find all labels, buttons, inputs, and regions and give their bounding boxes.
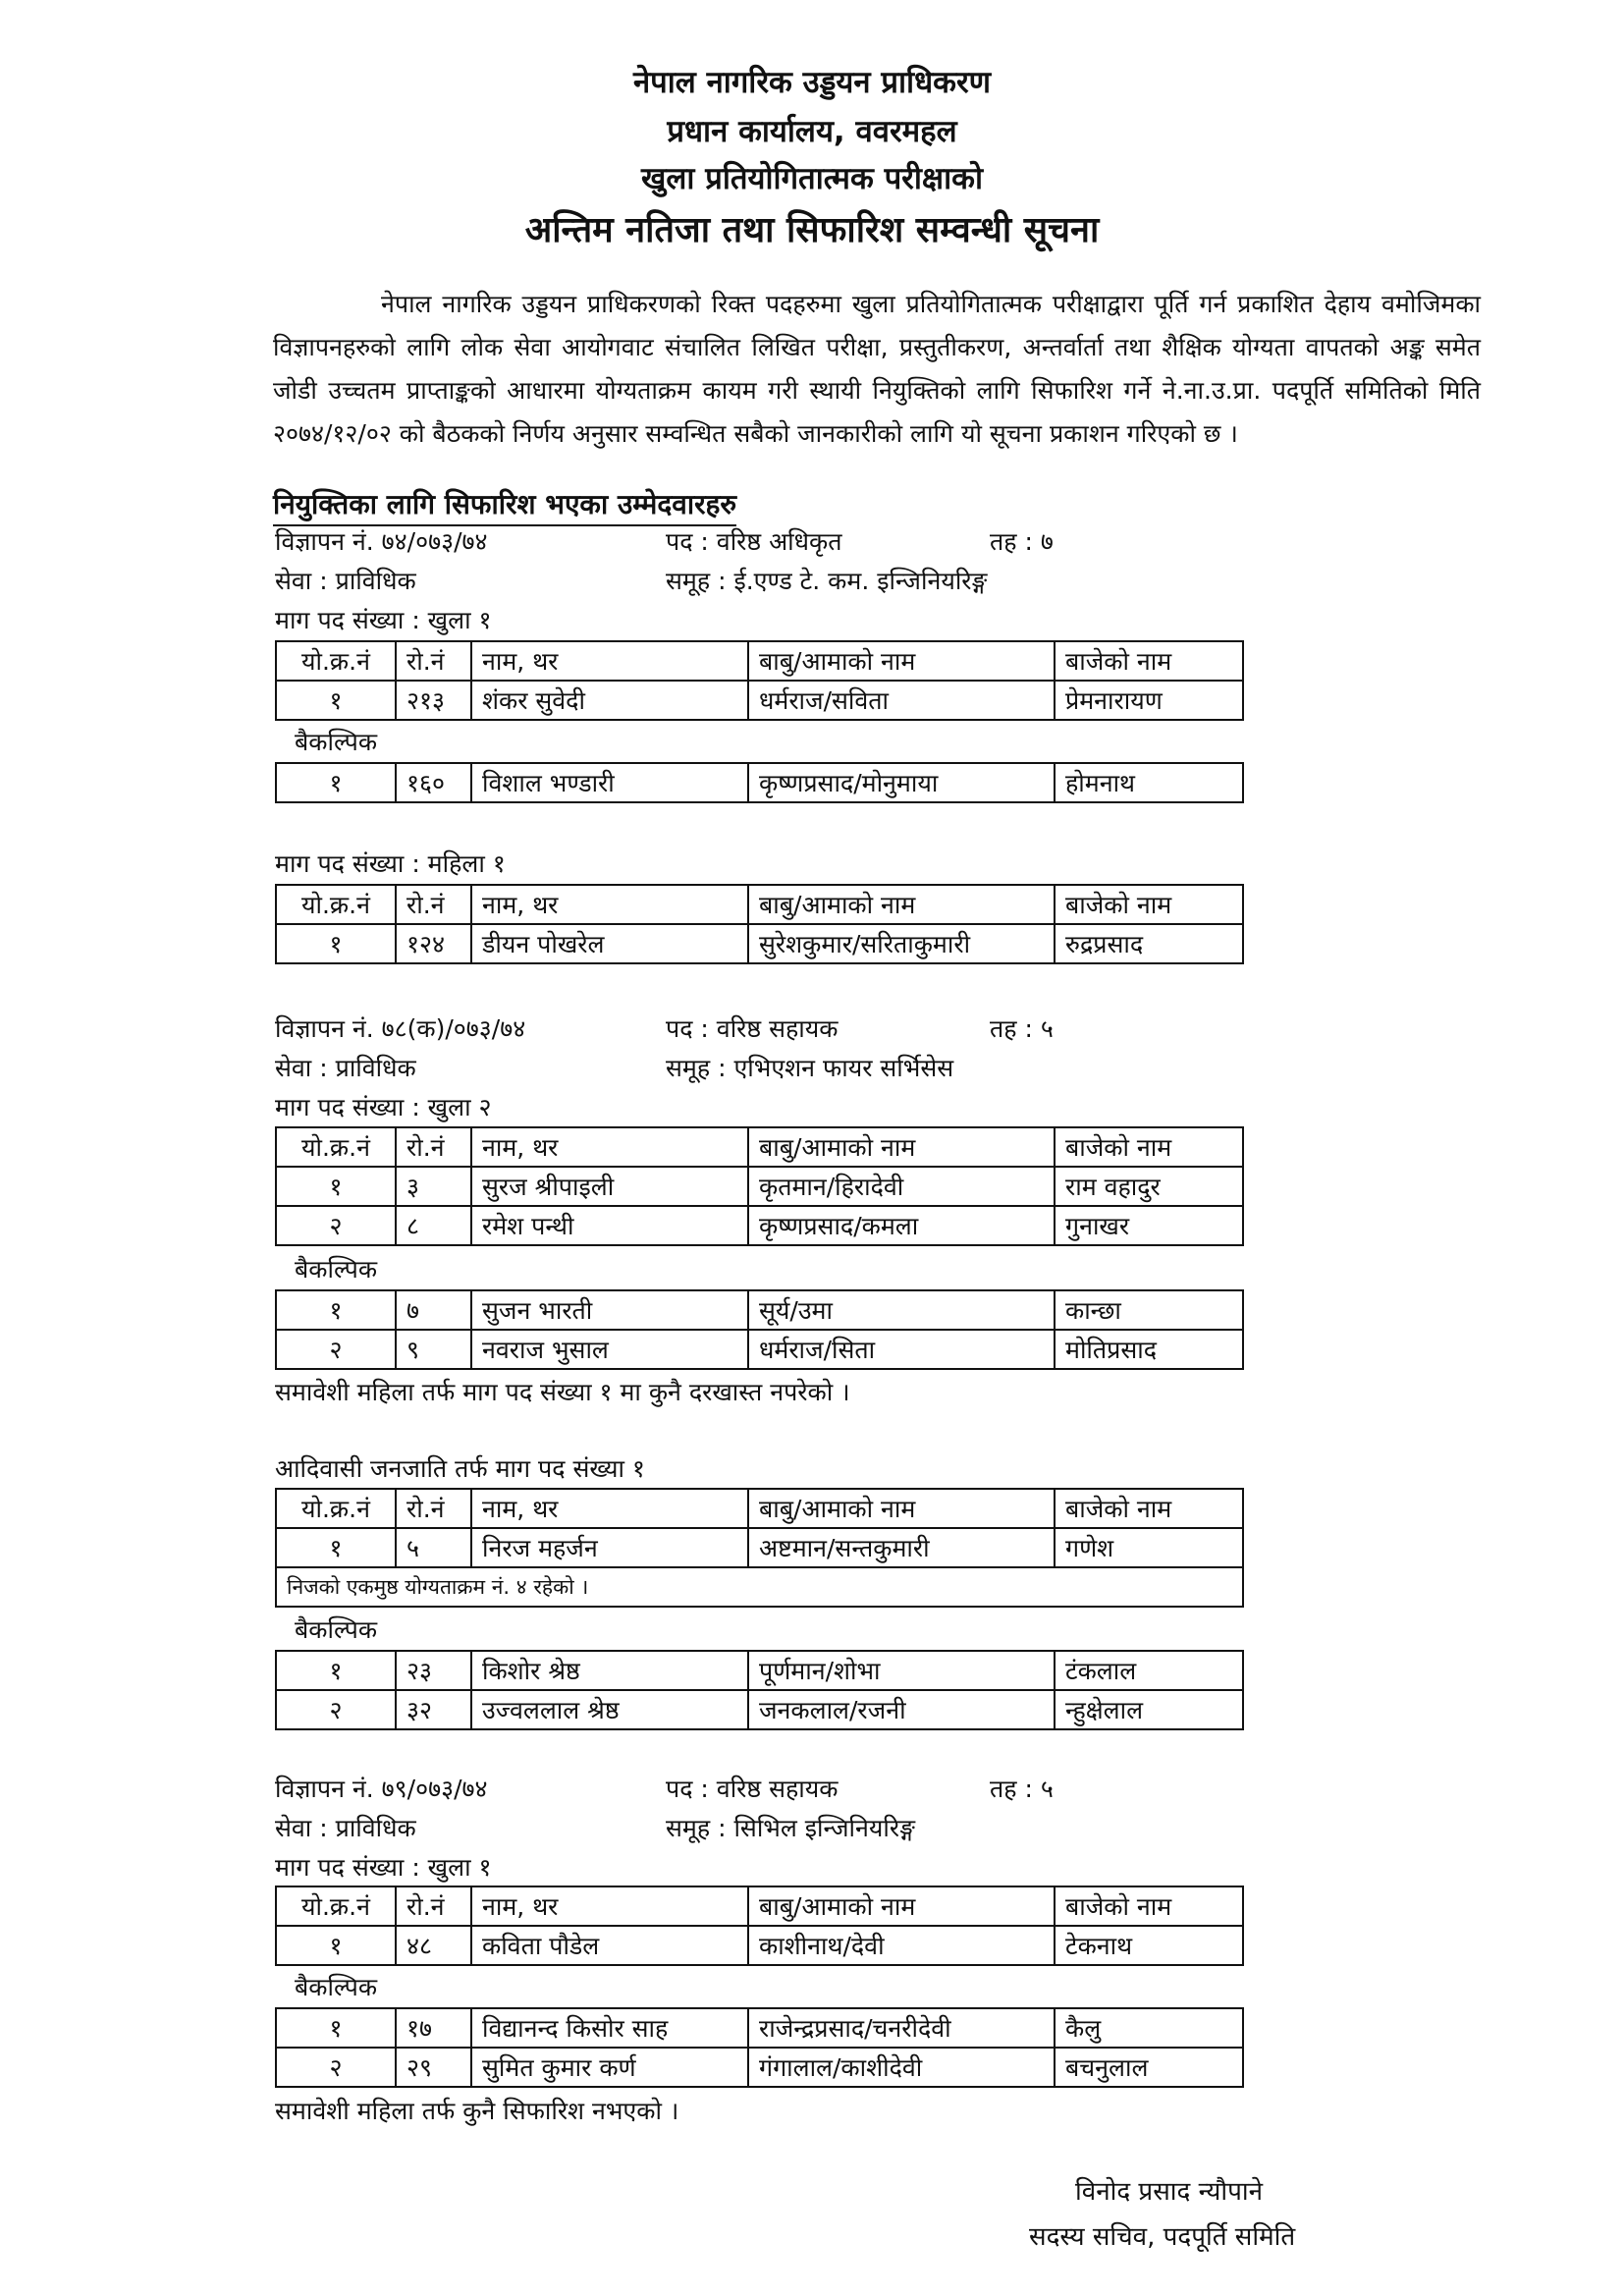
table-cell: राजेन्द्रप्रसाद/चनरीदेवी xyxy=(748,2008,1055,2048)
table-row xyxy=(276,1167,1243,1206)
ad3-samuh: समूह : सिभिल इन्जिनियरिङ्ग xyxy=(666,1814,915,1842)
table-row xyxy=(276,681,1243,720)
table-cell: १ xyxy=(276,1926,396,1965)
table-cell: २ xyxy=(276,1206,396,1245)
table-cell: ३२ xyxy=(396,1690,471,1729)
ad3-alternate-label: बैकल्पिक xyxy=(295,1973,378,2001)
table-cell: सुमित कुमार कर्ण xyxy=(471,2048,748,2087)
table-cell: २९ xyxy=(396,2048,471,2087)
table-cell: न्हुक्षेलाल xyxy=(1055,1690,1243,1729)
ad2-pad: पद : वरिष्ठ सहायक xyxy=(666,1014,839,1043)
table-cell: गंगालाल/काशीदेवी xyxy=(748,2048,1055,2087)
header-cell: बाजेको नाम xyxy=(1055,1127,1243,1167)
ad3-open-table xyxy=(275,1886,1244,1966)
header-cell: बाबु/आमाको नाम xyxy=(748,885,1055,924)
header-cell: यो.क्र.नं xyxy=(276,641,396,681)
header-cell: रो.नं xyxy=(396,1886,471,1926)
table-cell: सुरज श्रीपाइली xyxy=(471,1167,748,1206)
ad2-vigyapan: विज्ञापन नं. ७८(क)/०७३/७४ xyxy=(275,1014,526,1043)
table-cell: नवराज भुसाल xyxy=(471,1330,748,1369)
table-cell: २ xyxy=(276,1330,396,1369)
table-header-row xyxy=(276,1489,1243,1528)
table-cell: गणेश xyxy=(1055,1528,1243,1567)
table-cell: १६० xyxy=(396,763,471,802)
header-cell: रो.नं xyxy=(396,1489,471,1528)
table-cell: २१३ xyxy=(396,681,471,720)
ad3-vigyapan: विज्ञापन नं. ७९/०७३/७४ xyxy=(275,1775,488,1803)
table-cell: कृष्णप्रसाद/मोनुमाया xyxy=(748,763,1055,802)
table-cell: उज्वललाल श्रेष्ठ xyxy=(471,1690,748,1729)
header-cell: बाजेको नाम xyxy=(1055,885,1243,924)
table-cell: २३ xyxy=(396,1651,471,1690)
ad2-tah: तह : ५ xyxy=(990,1014,1054,1043)
table-cell: प्रेमनारायण xyxy=(1055,681,1243,720)
table-cell: होमनाथ xyxy=(1055,763,1243,802)
header-cell: नाम, थर xyxy=(471,641,748,681)
header-cell: रो.नं xyxy=(396,1127,471,1167)
table-cell: १ xyxy=(276,1290,396,1330)
table-cell: १२४ xyxy=(396,924,471,963)
header-cell: रो.नं xyxy=(396,641,471,681)
table-cell: राम वहादुर xyxy=(1055,1167,1243,1206)
ad1-open-count: माग पद संख्या : खुला १ xyxy=(275,606,492,634)
table-cell: पूर्णमान/शोभा xyxy=(748,1651,1055,1690)
table-cell: शंकर सुवेदी xyxy=(471,681,748,720)
ad1-samuh: समूह : ई.एण्ड टे. कम. इन्जिनियरिङ्ग xyxy=(666,567,988,595)
ad3-sewa: सेवा : प्राविधिक xyxy=(275,1814,416,1842)
table-cell: १ xyxy=(276,1528,396,1567)
table-header-row xyxy=(276,641,1243,681)
table-cell: २ xyxy=(276,1690,396,1729)
header-cell: बाबु/आमाको नाम xyxy=(748,641,1055,681)
header-cell: बाजेको नाम xyxy=(1055,641,1243,681)
table-cell: ४८ xyxy=(396,1926,471,1965)
header-cell: यो.क्र.नं xyxy=(276,885,396,924)
rank-note: निजको एकमुष्ठ योग्यताक्रम नं. ४ रहेको । xyxy=(276,1567,1243,1607)
ad1-women-table xyxy=(275,884,1244,964)
table-cell: १ xyxy=(276,924,396,963)
table-cell: कैलु xyxy=(1055,2008,1243,2048)
table-note-row xyxy=(276,1567,1243,1607)
table-cell: ५ xyxy=(396,1528,471,1567)
table-cell: कान्छा xyxy=(1055,1290,1243,1330)
table-row xyxy=(276,1651,1243,1690)
ad1-sewa: सेवा : प्राविधिक xyxy=(275,567,416,595)
table-cell: बचनुलाल xyxy=(1055,2048,1243,2087)
table-cell: १७ xyxy=(396,2008,471,2048)
table-cell: धर्मराज/सविता xyxy=(748,681,1055,720)
signatory-name: विनोद प्रसाद न्यौपाने xyxy=(1075,2177,1264,2207)
table-cell: सुजन भारती xyxy=(471,1290,748,1330)
office-name: प्रधान कार्यालय, ववरमहल xyxy=(667,114,957,149)
table-header-row xyxy=(276,1127,1243,1167)
table-header-row xyxy=(276,885,1243,924)
org-name: नेपाल नागरिक उड्डयन प्राधिकरण xyxy=(632,65,992,100)
table-cell: १ xyxy=(276,763,396,802)
header-cell: रो.नं xyxy=(396,885,471,924)
header-cell: नाम, थर xyxy=(471,1886,748,1926)
ad2-janajati-alt-table xyxy=(275,1650,1244,1730)
table-cell: कृष्णप्रसाद/कमला xyxy=(748,1206,1055,1245)
ad3-open-count: माग पद संख्या : खुला १ xyxy=(275,1853,492,1882)
ad1-women-count: माग पद संख्या : महिला १ xyxy=(275,849,506,878)
table-cell: ७ xyxy=(396,1290,471,1330)
ad2-janajati-table xyxy=(275,1488,1244,1608)
ad3-pad: पद : वरिष्ठ सहायक xyxy=(666,1775,839,1803)
section-title: नियुक्तिका लागि सिफारिश भएका उम्मेदवारहरु xyxy=(273,485,736,526)
table-cell: २ xyxy=(276,2048,396,2087)
table-cell: ९ xyxy=(396,1330,471,1369)
header-cell: नाम, थर xyxy=(471,885,748,924)
table-row xyxy=(276,1206,1243,1245)
header-cell: यो.क्र.नं xyxy=(276,1886,396,1926)
table-cell: १ xyxy=(276,681,396,720)
header-cell: बाबु/आमाको नाम xyxy=(748,1886,1055,1926)
table-cell: अष्टमान/सन्तकुमारी xyxy=(748,1528,1055,1567)
ad3-tah: तह : ५ xyxy=(990,1775,1054,1803)
table-cell: विशाल भण्डारी xyxy=(471,763,748,802)
table-cell: किशोर श्रेष्ठ xyxy=(471,1651,748,1690)
header-cell: नाम, थर xyxy=(471,1127,748,1167)
table-cell: १ xyxy=(276,1651,396,1690)
header-cell: बाजेको नाम xyxy=(1055,1489,1243,1528)
table-cell: रमेश पन्थी xyxy=(471,1206,748,1245)
ad2-open-table xyxy=(275,1126,1244,1246)
table-cell: सुरेशकुमार/सरिताकुमारी xyxy=(748,924,1055,963)
header-cell: बाबु/आमाको नाम xyxy=(748,1127,1055,1167)
header-cell: नाम, थर xyxy=(471,1489,748,1528)
ad3-alt-table xyxy=(275,2007,1244,2088)
table-cell: गुनाखर xyxy=(1055,1206,1243,1245)
ad2-sewa: सेवा : प्राविधिक xyxy=(275,1054,416,1082)
table-cell: ८ xyxy=(396,1206,471,1245)
table-cell: कविता पौडेल xyxy=(471,1926,748,1965)
ad2-open-count: माग पद संख्या : खुला २ xyxy=(275,1093,492,1121)
ad1-tah: तह : ७ xyxy=(990,527,1054,556)
ad1-alternate-label: बैकल्पिक xyxy=(295,728,378,756)
ad2-women-note: समावेशी महिला तर्फ माग पद संख्या १ मा कुनै दरखास्त नपरेको । xyxy=(275,1378,850,1406)
ad1-open-table xyxy=(275,640,1244,721)
signatory-designation: सदस्य सचिव, पदपूर्ति समिति xyxy=(1029,2222,1296,2252)
table-row xyxy=(276,1290,1243,1330)
ad3-women-note: समावेशी महिला तर्फ कुनै सिफारिश नभएको । xyxy=(275,2097,679,2125)
notice-title: अन्तिम नतिजा तथा सिफारिश सम्वन्धी सूचना xyxy=(524,210,1100,250)
table-row xyxy=(276,2008,1243,2048)
header-cell: यो.क्र.नं xyxy=(276,1489,396,1528)
table-row xyxy=(276,1926,1243,1965)
table-cell: मोतिप्रसाद xyxy=(1055,1330,1243,1369)
table-cell: धर्मराज/सिता xyxy=(748,1330,1055,1369)
ad2-janajati-alternate-label: बैकल्पिक xyxy=(295,1615,378,1644)
ad2-janajati-count: आदिवासी जनजाति तर्फ माग पद संख्या १ xyxy=(275,1454,645,1483)
table-row xyxy=(276,1528,1243,1567)
table-cell: सूर्य/उमा xyxy=(748,1290,1055,1330)
ad2-alternate-label: बैकल्पिक xyxy=(295,1255,378,1284)
table-row xyxy=(276,1690,1243,1729)
table-cell: जनकलाल/रजनी xyxy=(748,1690,1055,1729)
table-cell: काशीनाथ/देवी xyxy=(748,1926,1055,1965)
table-cell: टेकनाथ xyxy=(1055,1926,1243,1965)
table-row xyxy=(276,1330,1243,1369)
exam-type: खुला प्रतियोगितात्मक परीक्षाको xyxy=(641,161,983,196)
intro-paragraph: नेपाल नागरिक उड्डयन प्राधिकरणको रिक्त पदहरुमा खुला प्रतियोगितात्मक परीक्षाद्वारा पूर्ति गर्न प्रकाशित देहाय वमोजिमका विज्ञापनहरुको लागि लोक सेवा आयोगवाट संचालित लिखित परीक्षा, प्रस्तुतीकरण, अन्तर्वार्ता तथा शैक्षिक योग्यता वापतको अङ्क समेत जोडी उच्चतम प्राप्ताङ्कको आधारमा योग्यताक्रम कायम गरी स्थायी नियुक्तिको लागि सिफारिश गर्ने ने.ना.उ.प्रा. पदपूर्ति समितिको मिति २०७४/१२/०२ को बैठकको निर्णय अनुसार सम्वन्धित सबैको जानकारीको लागि यो सूचना प्रकाशन गरिएको छ । xyxy=(273,290,1481,448)
ad1-alt-table xyxy=(275,762,1244,803)
table-row xyxy=(276,2048,1243,2087)
table-row xyxy=(276,924,1243,963)
table-cell: टंकलाल xyxy=(1055,1651,1243,1690)
table-cell: विद्यानन्द किसोर साह xyxy=(471,2008,748,2048)
table-cell: १ xyxy=(276,1167,396,1206)
table-header-row xyxy=(276,1886,1243,1926)
ad1-pad: पद : वरिष्ठ अधिकृत xyxy=(666,527,842,556)
table-cell: डीयन पोखरेल xyxy=(471,924,748,963)
table-cell: रुद्रप्रसाद xyxy=(1055,924,1243,963)
ad1-vigyapan: विज्ञापन नं. ७४/०७३/७४ xyxy=(275,527,488,556)
table-row xyxy=(276,763,1243,802)
header-cell: बाजेको नाम xyxy=(1055,1886,1243,1926)
header-cell: यो.क्र.नं xyxy=(276,1127,396,1167)
ad2-alt-table xyxy=(275,1289,1244,1370)
table-cell: ३ xyxy=(396,1167,471,1206)
header-cell: बाबु/आमाको नाम xyxy=(748,1489,1055,1528)
table-cell: निरज महर्जन xyxy=(471,1528,748,1567)
table-cell: कृतमान/हिरादेवी xyxy=(748,1167,1055,1206)
ad2-samuh: समूह : एभिएशन फायर सर्भिसेस xyxy=(666,1054,954,1082)
table-cell: १ xyxy=(276,2008,396,2048)
